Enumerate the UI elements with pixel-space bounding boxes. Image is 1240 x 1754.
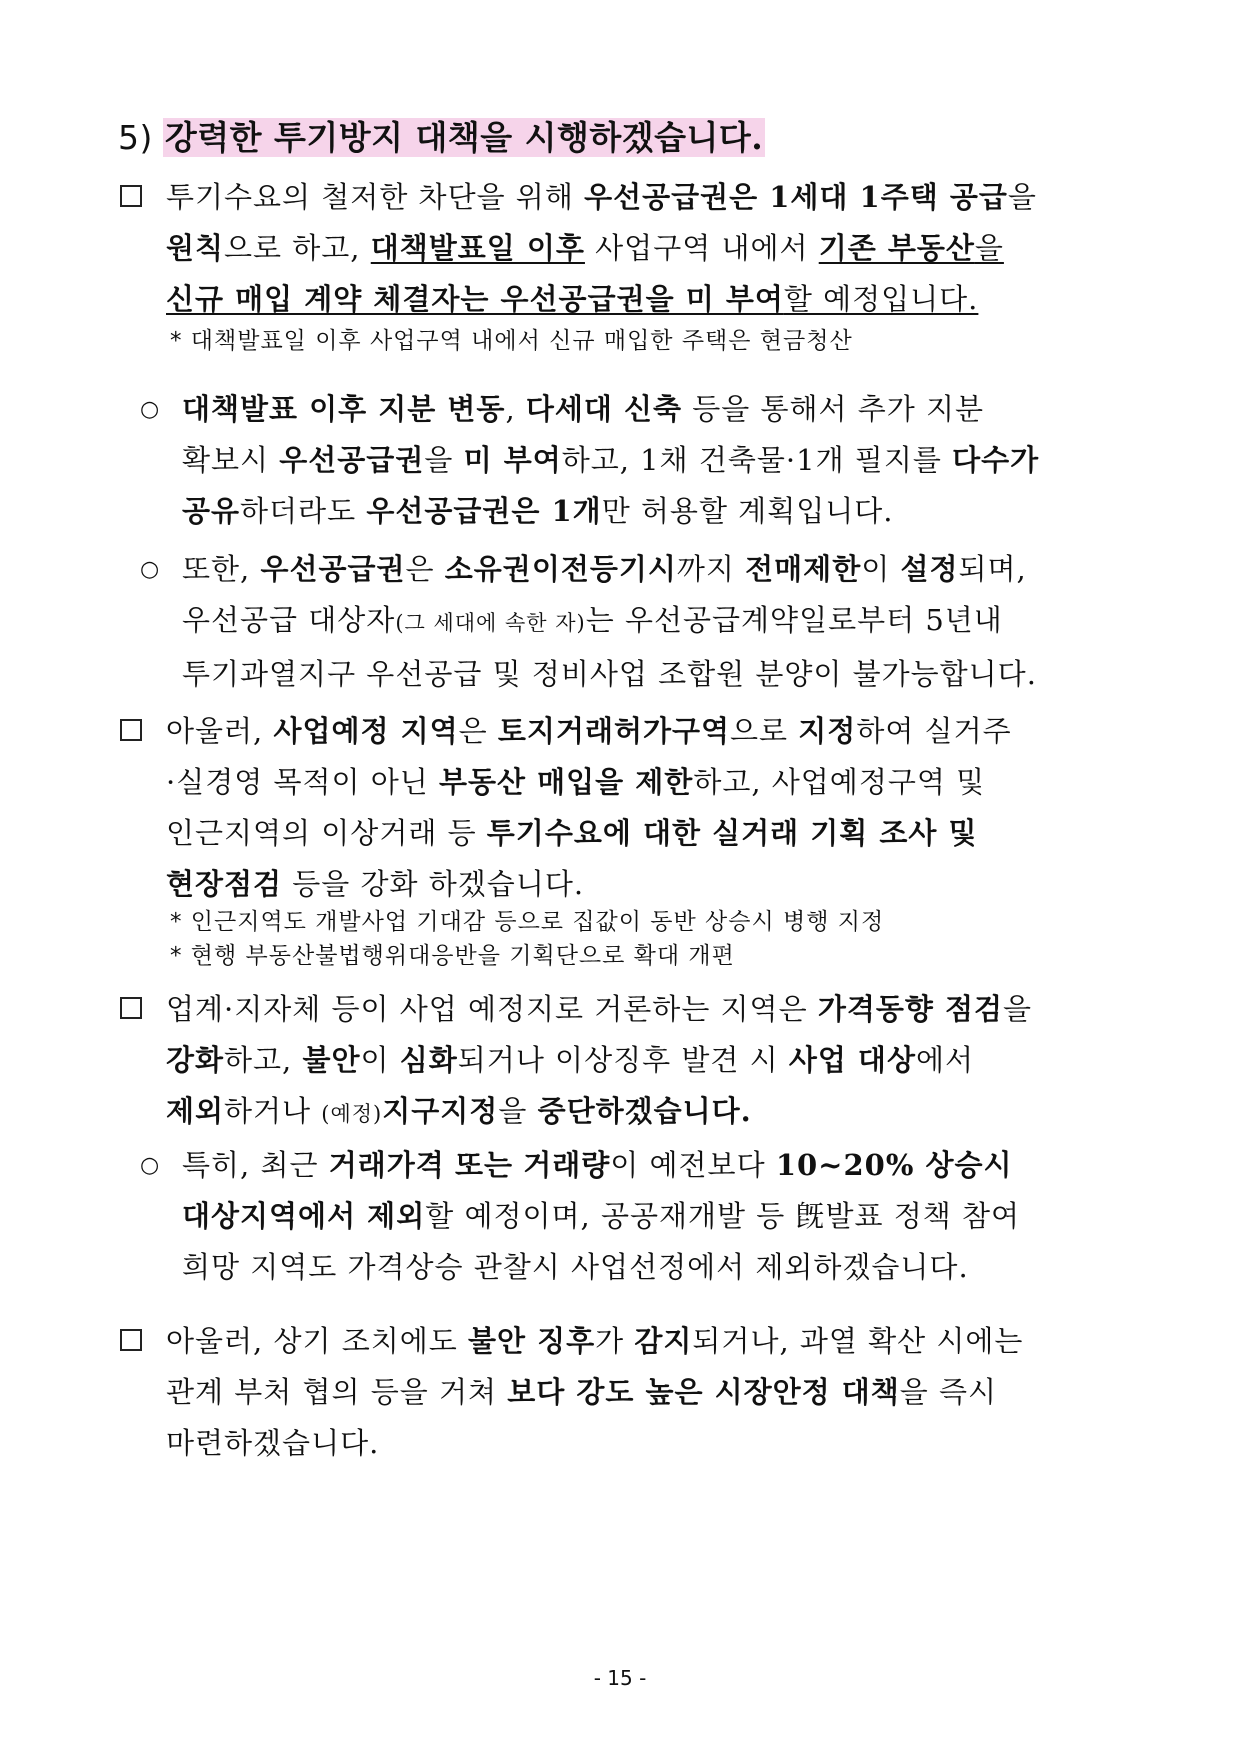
checkbox-bullet-icon <box>120 185 142 207</box>
paragraph-land-permit-zone <box>120 706 1012 910</box>
line: 특히, 최근 거래가격 또는 거래량이 예전보다 10~20% 상승시 <box>182 1148 1013 1182</box>
line: 원칙으로 하고, 대책발표일 이후 사업구역 내에서 기존 부동산을 <box>166 231 1004 265</box>
circle-bullet-icon: ○ <box>140 397 161 422</box>
line: 인근지역의 이상거래 등 투기수요에 대한 실거래 기획 조사 및 <box>166 816 978 850</box>
line: 대상지역에서 제외할 예정이며, 공공재개발 등 旣발표 정책 참여 <box>182 1199 1020 1233</box>
footnote: * 대책발표일 이후 사업구역 내에서 신규 매입한 주택은 현금청산 <box>170 328 853 354</box>
paragraph-exclusion-criteria <box>140 1140 1020 1293</box>
line: 공유하더라도 우선공급권은 1개만 허용할 계획입니다. <box>182 494 894 528</box>
line: 투기과열지구 우선공급 및 정비사업 조합원 분양이 불가능합니다. <box>182 657 1037 691</box>
line: 현장점검 등을 강화 하겠습니다. <box>166 867 585 901</box>
line: 관계 부처 협의 등을 거쳐 보다 강도 높은 시장안정 대책을 즉시 <box>166 1375 998 1409</box>
paragraph-share-change <box>140 384 1039 537</box>
paragraph-price-monitoring <box>120 984 1032 1140</box>
footnote: * 인근지역도 개발사업 기대감 등으로 집값이 동반 상승시 병행 지정 <box>170 909 885 935</box>
line: 투기수요의 철저한 차단을 위해 우선공급권은 1세대 1주택 공급을 <box>166 180 1037 214</box>
paragraph-speculation-demand <box>120 172 1037 325</box>
heading-text: 강력한 투기방지 대책을 시행하겠습니다. <box>164 118 764 157</box>
line: 강화하고, 불안이 심화되거나 이상징후 발견 시 사업 대상에서 <box>166 1043 974 1077</box>
line: 확보시 우선공급권을 미 부여하고, 1채 건축물·1개 필지를 다수가 <box>182 443 1040 477</box>
section-heading <box>118 112 765 159</box>
line: 제외하거나 (예정)지구지정을 중단하겠습니다. <box>166 1094 752 1128</box>
checkbox-bullet-icon <box>120 1329 142 1351</box>
circle-bullet-icon: ○ <box>140 557 161 582</box>
line: 희망 지역도 가격상승 관찰시 사업선정에서 제외하겠습니다. <box>182 1250 969 1284</box>
checkbox-bullet-icon <box>120 719 142 741</box>
paragraph-additional-measures <box>120 1316 1023 1469</box>
footnote: * 현행 부동산불법행위대응반을 기획단으로 확대 개편 <box>170 943 735 969</box>
line: ·실경영 목적이 아닌 부동산 매입을 제한하고, 사업예정구역 및 <box>166 765 986 799</box>
line: 아울러, 사업예정 지역은 토지거래허가구역으로 지정하여 실거주 <box>166 714 1012 748</box>
heading-number: 5) <box>118 118 153 157</box>
line: 업계·지자체 등이 사업 예정지로 거론하는 지역은 가격동향 점검을 <box>166 992 1033 1026</box>
paragraph-resale-restriction <box>140 544 1037 700</box>
line: 대책발표 이후 지분 변동, 다세대 신축 등을 통해서 추가 지분 <box>182 392 985 426</box>
line: 마련하겠습니다. <box>166 1426 380 1460</box>
page-number: - 15 - <box>593 1666 647 1690</box>
checkbox-bullet-icon <box>120 997 142 1019</box>
line: 아울러, 상기 조치에도 불안 징후가 감지되거나, 과열 확산 시에는 <box>166 1324 1024 1358</box>
line: 신규 매입 계약 체결자는 우선공급권을 미 부여할 예정입니다. <box>166 282 979 316</box>
line: 또한, 우선공급권은 소유권이전등기시까지 전매제한이 설정되며, <box>182 552 1027 586</box>
circle-bullet-icon: ○ <box>140 1153 161 1178</box>
line: 우선공급 대상자(그 세대에 속한 자)는 우선공급계약일로부터 5년내 <box>182 603 1003 637</box>
